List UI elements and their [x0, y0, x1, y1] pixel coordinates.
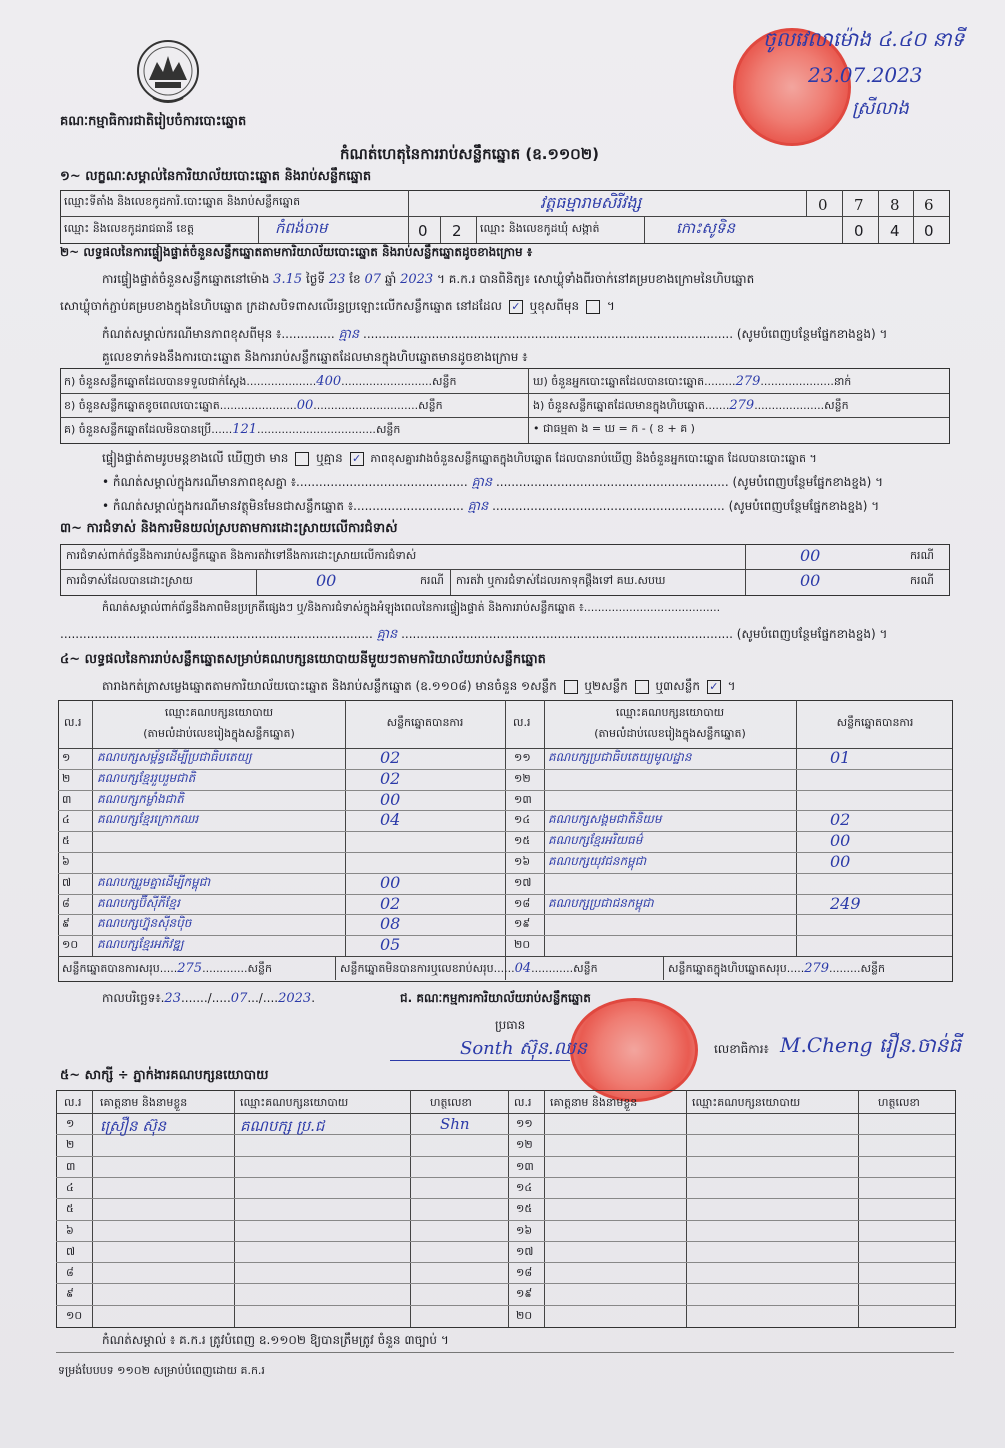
- station-label: ឈ្មោះទីតាំង និងលេខកូដការិ.បោះឆ្នោត និងរាប់សន្លឹកឆ្នោត: [64, 195, 301, 208]
- party-row-number: ១៦: [514, 855, 531, 868]
- commune-value: កោះសូទិន: [676, 219, 735, 237]
- witness-name: ស្រឿន ស៊ុន: [100, 1117, 167, 1135]
- col-party-order-right: (តាមលំដាប់លេខរៀងក្នុងសន្លឹកឆ្នោត): [594, 727, 746, 740]
- party-row-votes: 02: [380, 893, 401, 913]
- witness-col-name-right: គោត្តនាម និងនាមខ្លួន: [550, 1096, 638, 1109]
- form-title: កំណត់ហេតុនៃការរាប់សន្លឹកឆ្នោត (ឧ.១១០២): [340, 145, 600, 163]
- witness-col-no-right: ល.រ: [514, 1096, 532, 1109]
- party-row-votes: 01: [830, 748, 851, 767]
- party-row-name: គណបក្សខ្មែររួបរួមជាតិ: [97, 770, 196, 785]
- party-row-votes: 05: [380, 935, 401, 955]
- invalid-total-value: 04: [514, 961, 532, 976]
- col-party-right: ឈ្មោះគណបក្សនយោបាយ: [615, 706, 725, 719]
- party-row-number: ៧: [62, 875, 72, 889]
- witness-row-number: ៨: [66, 1266, 74, 1280]
- witness-row-number: ១២: [516, 1138, 533, 1152]
- report-month: 07: [230, 991, 248, 1006]
- stamp-received-time: ចូលវេលាម៉ោង ៤.៤០ នាទី: [763, 27, 965, 51]
- appeal-label: ការតវ៉ា ឬការជំទាស់ដែលរកាទុកផ្ដឹងទៅ គឃ.សបឃ: [456, 574, 666, 587]
- discrepancy-yes-checkbox[interactable]: [295, 452, 309, 466]
- changed-checkbox[interactable]: [586, 300, 600, 314]
- station-name-value: វត្តធម្មារាមសិរីវង្ស: [540, 193, 642, 212]
- party-row-name: គណបក្សរួមគ្នាដើម្បីកម្ពុជា: [97, 874, 211, 889]
- witness-row-number: ១៣: [516, 1159, 534, 1173]
- three-sheet-checkbox[interactable]: ✓: [707, 680, 721, 694]
- verification-month: 07: [364, 272, 382, 287]
- witness-col-sign-right: ហត្ថលេខា: [878, 1096, 920, 1109]
- unchanged-checkbox[interactable]: ✓: [509, 300, 523, 314]
- party-row-name: គណបក្សខ្មែរក្រោកឈរ: [97, 812, 199, 827]
- col-no-right: ល.រ: [513, 716, 531, 729]
- party-row-votes: 02: [380, 748, 401, 767]
- party-row-number: ៥: [62, 834, 70, 848]
- committee-seal: [570, 998, 698, 1102]
- witness-row-number: ២០: [516, 1308, 533, 1322]
- seal-check-line: សោឃ្លុំចាក់ភ្ជាប់គម្របខាងក្នុងនៃហិបឆ្នោត ក្រដាសបិទពាសលើរន្ធប្រឡោះលើកសន្លឹកឆ្នោត នៅដដែល ✓ ឬខុសពីមុន ។: [60, 299, 615, 313]
- station-code-digit: 7: [854, 196, 864, 214]
- objections-unit: ករណី: [910, 549, 934, 562]
- witness-row-number: ១០: [66, 1308, 83, 1322]
- commune-code-digit: 0: [854, 222, 864, 240]
- verification-day: 23: [328, 272, 346, 287]
- chair-label: ប្រធាន: [495, 1018, 526, 1032]
- witness-col-party-left: ឈ្មោះគណបក្សនយោបាយ: [240, 1096, 349, 1109]
- discrepancy-no-checkbox[interactable]: ✓: [350, 452, 364, 466]
- col-party-order-left: (តាមលំដាប់លេខរៀងក្នុងសន្លឹកឆ្នោត): [143, 727, 295, 740]
- report-date-line: កាលបរិច្ឆេទ៖.23......./.....07.../....2023.: [102, 991, 316, 1006]
- party-row-number: ៤: [62, 813, 70, 827]
- irregularity-value: គ្មាន: [376, 627, 398, 642]
- unused-label: គ) ចំនួនសន្លឹកឆ្នោតដែលមិនបានប្រើ......121..................................សន្លឹក: [64, 422, 401, 437]
- org-name: គណៈកម្មាធិការជាតិរៀបចំការបោះឆ្នោត: [60, 114, 247, 129]
- party-row-name: គណបក្សខ្មែរអភិវឌ្ឍ: [97, 937, 184, 952]
- party-row-votes: 00: [830, 831, 851, 851]
- party-row-name: គណបក្សប្រជាជនកម្ពុជា: [548, 895, 654, 910]
- party-row-name: គណបក្សសង្គមជាតិនិយម: [548, 812, 662, 827]
- party-row-number: ១៣: [514, 792, 532, 806]
- in-box-label: ង) ចំនួនសន្លឹកឆ្នោតដែលមានក្នុងហិបឆ្នោត.......279....................សន្លឹក: [533, 398, 849, 413]
- witness-col-name-left: គោត្តនាម និងនាមខ្លួន: [100, 1096, 188, 1109]
- commune-code-digit: 4: [890, 222, 900, 240]
- party-row-number: ១៤: [514, 813, 531, 827]
- foreign-object-remark-value: គ្មាន: [467, 499, 489, 514]
- party-row-number: ២: [62, 771, 71, 785]
- invalid-total-line: សន្លឹកឆ្នោតមិនបានការឬលេខរាប់សរុប......04............សន្លឹក: [340, 961, 598, 976]
- received-value: 400: [316, 374, 342, 389]
- col-votes-right: សន្លឹកឆ្នោតបានការ: [836, 716, 914, 729]
- party-row-number: ២០: [514, 938, 531, 952]
- province-code-digit: 2: [452, 222, 462, 240]
- party-row-number: ៣: [62, 792, 72, 806]
- party-row-name: គណបក្សប្រជាធិបតេយ្យមូលដ្ឋាន: [548, 750, 692, 764]
- report-day: 23: [164, 991, 181, 1006]
- witness-row-number: ១១: [516, 1117, 533, 1130]
- party-row-number: ១២: [514, 771, 531, 785]
- party-row-number: ១១: [514, 751, 531, 764]
- province-label: ឈ្មោះ និងលេខកូដរាជធានី ខេត្ត: [64, 222, 194, 235]
- section-3-title: ៣~ ការជំទាស់ និងការមិនយល់ស្របតាមការដោះស្រាយលើការជំទាស់: [60, 521, 398, 536]
- report-year: 2023: [278, 991, 312, 1006]
- witness-row-number: ១៩: [516, 1287, 533, 1301]
- two-sheet-checkbox[interactable]: [635, 680, 649, 694]
- commune-label: ឈ្មោះ និងលេខកូដឃុំ សង្កាត់: [480, 222, 600, 235]
- witness-row-number: ៤: [66, 1180, 74, 1194]
- witness-col-party-right: ឈ្មោះគណបក្សនយោបាយ: [692, 1096, 801, 1109]
- box-total-line: សន្លឹកឆ្នោតក្នុងហិបឆ្នោតសរុប.....279.........សន្លឹក: [668, 961, 885, 976]
- station-code-digit: 6: [924, 196, 934, 214]
- witness-row-number: ១៥: [516, 1202, 533, 1216]
- party-row-number: ៩: [62, 917, 70, 931]
- spoiled-value: 00: [296, 398, 314, 413]
- col-party-left: ឈ្មោះគណបក្សនយោបាយ: [164, 706, 274, 719]
- foreign-object-remark-line: • កំណត់សម្គាល់ក្នុងករណីមានវត្ថុមិនមែនជាសន្លឹកឆ្នោត ៖............................. គ្មាន ............................................................. (សូមបំពេញបន្ថែមផ្នែកខាងខ្នង) ។: [102, 499, 880, 514]
- voters-value: 279: [735, 374, 761, 389]
- objections-label: ការជំទាស់ពាក់ព័ន្ធនឹងការរាប់សន្លឹកឆ្នោត និងការតវ៉ាទៅនឹងការដោះស្រាយលើការជំទាស់: [66, 549, 417, 562]
- section-5-title: ៥~ សាក្សី ÷ ភ្នាក់ងារគណបក្សនយោបាយ: [60, 1068, 269, 1083]
- witness-col-no-left: ល.រ: [64, 1096, 82, 1109]
- party-row-votes: 00: [380, 872, 401, 892]
- formula: • ជាធម្មតា ង = ឃ = ក - ( ខ + គ ): [533, 422, 695, 435]
- witness-row-number: ៩: [66, 1287, 74, 1301]
- verification-year: 2023: [400, 272, 434, 287]
- witness-row-number: ១៨: [516, 1266, 533, 1280]
- party-row-number: ១: [62, 751, 71, 764]
- resolved-label: ការជំទាស់ដែលបានដោះស្រាយ: [66, 574, 193, 587]
- party-row-votes: 02: [830, 810, 851, 830]
- figures-intro: គួលេខទាក់ទងនឹងការបោះឆ្នោត និងការរាប់សន្លឹកឆ្នោតដែលមានក្នុងហិបឆ្នោតមានដូចខាងក្រោម ៖: [102, 350, 528, 364]
- footnote: កំណត់សម្គាល់ ៖ គ.ក.រ ត្រូវបំពេញ ឧ.១១០២ ឱ្យបានត្រឹមត្រូវ ចំនួន ៣ច្បាប់ ។: [102, 1333, 449, 1347]
- station-code-digit: 0: [818, 196, 828, 214]
- tally-sheet-line: តារាងកត់ត្រាសម្លេងឆ្នោតតាមការិយាល័យបោះឆ្នោត និងរាប់សន្លឹកឆ្នោត (ឧ.១១០៨) មានចំនួន ១សន្លឹក ឬ២សន្លឹក ឬ៣សន្លឹក ✓ ។: [102, 679, 736, 693]
- irregularity-note: កំណត់សម្គាល់ពាក់ព័ន្ធនឹងភាពមិនប្រក្រតីផ្សេងៗ ឬ/និងការជំទាស់ក្នុងអំឡុងពេលនៃការផ្ទៀងផ្ទាត់ និងការរាប់សន្លឹកឆ្នោត ៖.......................................: [102, 601, 721, 614]
- change-remark-value: គ្មាន: [338, 327, 360, 342]
- one-sheet-checkbox[interactable]: [564, 680, 578, 694]
- witness-row-number: ៦: [66, 1223, 74, 1237]
- resolved-unit: ករណី: [420, 574, 444, 587]
- province-code-digit: 0: [418, 222, 428, 240]
- party-row-name: គណបក្សយុវជនកម្ពុជា: [548, 854, 647, 868]
- party-row-votes: 00: [830, 852, 851, 871]
- party-row-number: ៦: [62, 855, 70, 868]
- appeal-unit: ករណី: [910, 574, 934, 587]
- irregularity-line: .................................................................................. គ្មាន ....................................................................................... (សូមបំពេញបន្ថែមផ្នែកខាងខ្នង) ។: [60, 627, 888, 642]
- nec-emblem-icon: [135, 38, 201, 108]
- resolved-value: 00: [316, 571, 337, 590]
- form-footer: ទម្រង់បែបបទ ១១០២ សម្រាប់បំពេញដោយ គ.ក.រ: [58, 1364, 265, 1377]
- party-row-name: គណបក្សខ្មែរអរិយធម៌: [548, 833, 643, 848]
- stamp-receiver-signature: ស្រីលាង: [852, 98, 909, 119]
- appeal-value: 00: [800, 571, 821, 590]
- chair-signature: Sonth ស៊ុន.ឈន: [460, 1038, 587, 1059]
- valid-total-value: 275: [177, 961, 203, 976]
- col-votes-left: សន្លឹកឆ្នោតបានការ: [386, 716, 464, 729]
- change-remark-line: កំណត់សម្គាល់ករណីមានភាពខុសពីមុន ៖.............. គ្មាន ................................................................................................. (សូមបំពេញបន្ថែមផ្នែកខាងខ្នង) ។: [102, 327, 888, 342]
- party-row-number: ១៩: [514, 917, 531, 931]
- province-value: កំពង់ចាម: [275, 219, 328, 237]
- spoiled-label: ខ) ចំនួនសន្លឹកឆ្នោតខូចពេលបោះឆ្នោត......................00..............................សន្លឹក: [64, 398, 443, 413]
- party-row-votes: 00: [380, 789, 401, 809]
- witness-row-number: ៥: [66, 1202, 74, 1216]
- station-code-digit: 8: [890, 196, 900, 214]
- discrepancy-remark-line: • កំណត់សម្គាល់ក្នុងករណីមានភាពខុសគ្នា ៖............................................. គ្មាន ............................................................. (សូមបំពេញបន្ថែមផ្នែកខាងខ្នង) ។: [102, 475, 884, 490]
- witness-row-number: ៧: [66, 1244, 76, 1258]
- witness-row-number: ១៤: [516, 1180, 533, 1194]
- witness-row-number: ៣: [66, 1159, 76, 1173]
- unused-value: 121: [232, 422, 258, 437]
- party-row-name: គណបក្សហ្វ៊ុនស៊ីនប៉ិច: [97, 916, 192, 931]
- party-row-name: គណបក្សប៊ីស៊ីភីខ្មែរ: [97, 895, 180, 910]
- stamp-received-date: 23.07.2023: [808, 63, 923, 87]
- verification-time: 3.15: [273, 272, 303, 287]
- party-row-number: ៨: [62, 896, 70, 910]
- col-no-left: ល.រ: [64, 716, 82, 729]
- party-row-name: គណបក្សកម្លាំងជាតិ: [97, 791, 184, 806]
- committee-title: ជ. គណៈកម្មការការិយាល័យរាប់សន្លឹកឆ្នោត: [400, 991, 591, 1005]
- party-row-name: គណបក្សសម្ព័ន្ធដើម្បីប្រជាធិបតេយ្យ: [97, 750, 252, 764]
- witness-party: គណបក្ស ប្រ.ជ: [240, 1117, 325, 1135]
- objections-value: 00: [800, 546, 821, 565]
- voters-label: ឃ) ចំនួនអ្នកបោះឆ្នោតដែលបានបោះឆ្នោត.........279.....................នាក់: [533, 374, 852, 389]
- discrepancy-remark-value: គ្មាន: [471, 475, 493, 490]
- section-2-title: ២~ លទ្ធផលនៃការផ្ទៀងផ្ទាត់ចំនួនសន្លឹកឆ្នោតតាមការិយាល័យបោះឆ្នោត និងរាប់សន្លឹកឆ្នោតដូចខាងក្រោម ៖: [60, 245, 533, 259]
- secretary-signature: M.Cheng រឿន.ចាន់ធី: [780, 1033, 962, 1057]
- received-label: ក) ចំនួនសន្លឹកឆ្នោតដែលបានទទួលជាក់ស្តែង....................400..........................សន្លឹក: [64, 374, 457, 389]
- witness-signature: Shn: [440, 1115, 470, 1133]
- section-4-title: ៤~ លទ្ធផលនៃការរាប់សន្លឹកឆ្នោតសម្រាប់គណបក្សនយោបាយនីមួយៗតាមការិយាល័យរាប់សន្លឹកឆ្នោត: [60, 652, 546, 667]
- witness-col-sign-left: ហត្ថលេខា: [430, 1096, 472, 1109]
- secretary-label: លេខាធិការ៖: [714, 1042, 769, 1056]
- party-row-votes: 02: [380, 768, 401, 788]
- party-row-number: ១៨: [514, 896, 531, 910]
- box-total-value: 279: [804, 961, 830, 976]
- witness-row-number: ១៧: [516, 1244, 534, 1258]
- party-row-votes: 08: [380, 914, 401, 934]
- section-1-title: ១~ លក្ខណៈសម្គាល់នៃការិយាល័យបោះឆ្នោត និងរាប់សន្លឹកឆ្នោត: [60, 169, 372, 184]
- valid-total-line: សន្លឹកឆ្នោតបានការសរុប.....275.............សន្លឹក: [62, 961, 272, 976]
- witness-row-number: ២: [66, 1138, 75, 1152]
- party-row-number: ១០: [62, 938, 79, 952]
- witness-row-number: ១: [66, 1117, 75, 1130]
- party-row-votes: 04: [380, 810, 401, 830]
- party-row-number: ១៧: [514, 875, 532, 889]
- discrepancy-line: ផ្ទៀងផ្ទាត់តាមរូបមន្តខាងលើ ឃើញថា មាន ឬគ្មាន ✓ ភាពខុសគ្នារវាងចំនួនសន្លឹកឆ្នោតក្នុងហិបឆ្នោត ដែលបានរាប់ឃើញ និងចំនួនអ្នកបោះឆ្នោត ដែលបានបោះឆ្នោត ។: [102, 451, 817, 465]
- witness-table: [56, 1090, 956, 1328]
- party-row-votes: 249: [830, 893, 861, 913]
- verification-time-line: ការផ្ទៀងផ្ទាត់ចំនួនសន្លឹកឆ្នោតនៅម៉ោង 3.15 ថ្ងៃទី 23 ខែ 07 ឆ្នាំ 2023 ។ គ.ក.រ បានពិនិត្យ៖ សោឃ្លុំទាំងពីរចាក់នៅគម្របខាងក្រោមនៃហិបឆ្នោត: [102, 272, 755, 287]
- in-box-value: 279: [729, 398, 755, 413]
- party-row-number: ១៥: [514, 834, 531, 848]
- commune-code-digit: 0: [924, 222, 934, 240]
- witness-row-number: ១៦: [516, 1223, 533, 1237]
